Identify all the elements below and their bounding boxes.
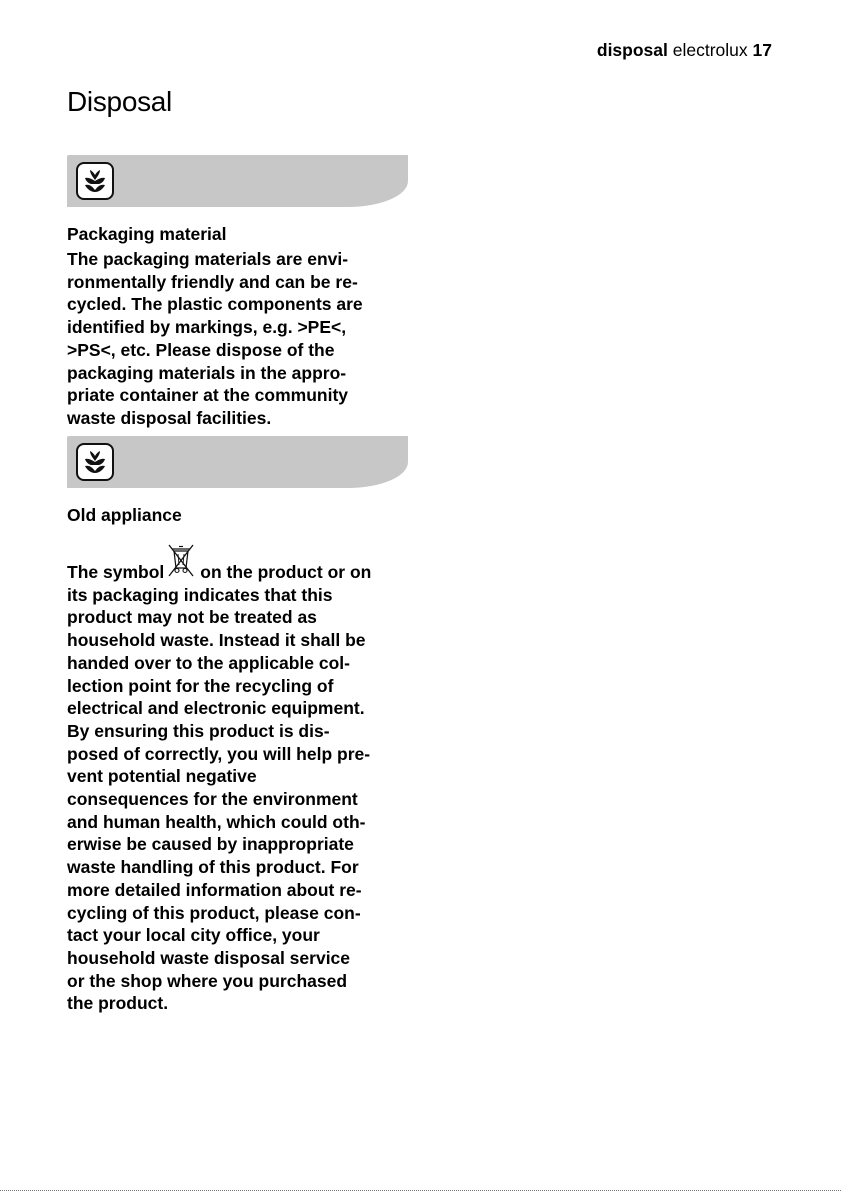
text-line: more detailed information about re- bbox=[67, 879, 362, 900]
text-line: ronmentally friendly and can be re- bbox=[67, 271, 358, 292]
text-line: erwise be caused by inappropriate bbox=[67, 834, 354, 855]
page-bottom-rule bbox=[0, 1190, 841, 1191]
text-line: consequences for the environment bbox=[67, 789, 358, 810]
text-line: cycling of this product, please con- bbox=[67, 902, 361, 923]
text-line: By ensuring this product is dis- bbox=[67, 720, 330, 741]
text-line: its packaging indicates that this bbox=[67, 584, 333, 605]
packaging-paragraph bbox=[67, 248, 363, 430]
text-line: household waste disposal service bbox=[67, 947, 351, 968]
eco-flower-icon bbox=[76, 443, 114, 481]
header-brand: electrolux bbox=[672, 40, 748, 60]
section-banner-old-appliance bbox=[67, 436, 408, 488]
text-fragment: The symbol bbox=[67, 562, 165, 582]
old-appliance-paragraph bbox=[67, 552, 371, 1015]
text-line: the product. bbox=[67, 993, 169, 1014]
page-title: Disposal bbox=[67, 86, 172, 117]
text-line-with-symbol bbox=[67, 552, 371, 584]
text-line: >PS<, etc. Please dispose of the bbox=[67, 339, 335, 360]
text-line: priate container at the community bbox=[67, 385, 349, 406]
section-banner-packaging bbox=[67, 155, 408, 207]
page-number: 17 bbox=[752, 40, 772, 60]
text-line: posed of correctly, you will help pre- bbox=[67, 743, 371, 764]
text-line: tact your local city office, your bbox=[67, 925, 320, 946]
text-line: vent potential negative bbox=[67, 766, 257, 787]
text-fragment: on the product or on bbox=[200, 562, 372, 582]
text-line: product may not be treated as bbox=[67, 607, 317, 628]
text-line: waste disposal facilities. bbox=[67, 407, 272, 428]
text-line: The packaging materials are envi- bbox=[67, 249, 349, 269]
text-line: or the shop where you purchased bbox=[67, 970, 348, 991]
section-heading-packaging: Packaging material bbox=[67, 224, 227, 244]
text-line: lection point for the recycling of bbox=[67, 675, 334, 696]
text-line: packaging materials in the appro- bbox=[67, 362, 347, 383]
section-heading-old-appliance: Old appliance bbox=[67, 505, 182, 525]
text-line: handed over to the applicable col- bbox=[67, 652, 350, 673]
text-line: cycled. The plastic components are bbox=[67, 294, 363, 315]
crossed-out-wheelie-bin-icon bbox=[168, 552, 194, 582]
text-line: identified by markings, e.g. >PE<, bbox=[67, 317, 347, 338]
running-header bbox=[597, 40, 772, 60]
header-section: disposal bbox=[596, 40, 668, 60]
eco-flower-icon bbox=[76, 162, 114, 200]
text-line: household waste. Instead it shall be bbox=[67, 630, 366, 651]
text-line: and human health, which could oth- bbox=[67, 811, 366, 832]
text-line: waste handling of this product. For bbox=[67, 857, 359, 878]
text-line: electrical and electronic equipment. bbox=[67, 698, 365, 719]
